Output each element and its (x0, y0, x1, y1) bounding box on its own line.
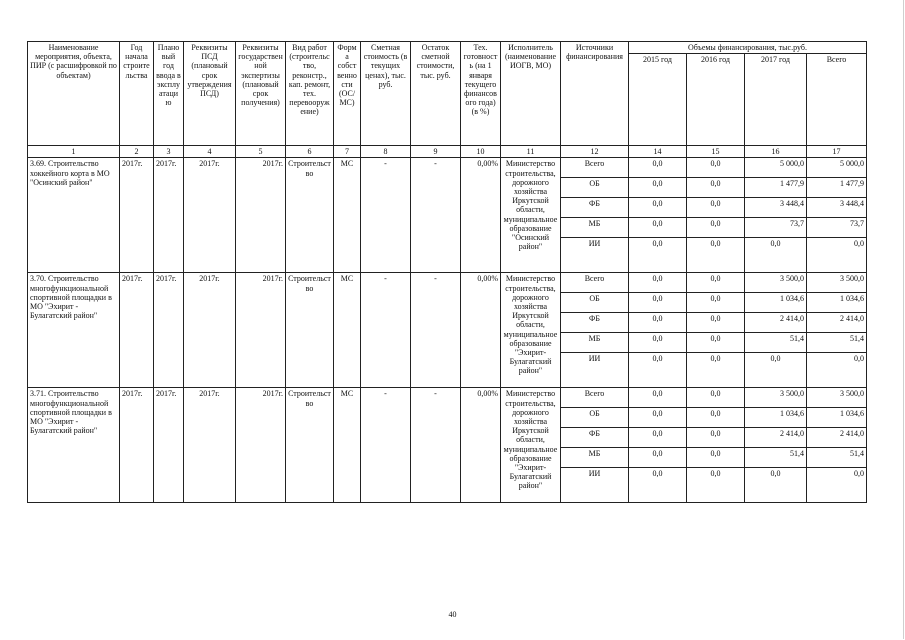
value-2017: 1 477,9 (745, 178, 807, 198)
header-year-2017: 2017 год (745, 54, 807, 146)
finance-source: Всего (561, 158, 629, 178)
finance-source: Всего (561, 273, 629, 293)
estimated-cost: - (361, 388, 411, 503)
executor: Министерство строительства, дорожного хозяйства Иркутской области, муниципальное образование "Эхирит-Булагатский район" (501, 388, 561, 503)
finance-source: ОБ (561, 293, 629, 313)
executor: Министерство строительства, дорожного хозяйства Иркутской области, муниципальное образование "Эхирит-Булагатский район" (501, 273, 561, 388)
table-row (28, 388, 867, 408)
value-total: 1 477,9 (807, 178, 867, 198)
value-total: 51,4 (807, 448, 867, 468)
header-work-type: Вид работ (строительство, реконстр., кап. ремонт, тех. перевооружение) (286, 42, 334, 146)
value-total: 5 000,0 (807, 158, 867, 178)
commission-year: 2017г. (154, 273, 184, 388)
value-2015: 0,0 (629, 353, 687, 388)
finance-source: ФБ (561, 313, 629, 333)
finance-source: ОБ (561, 408, 629, 428)
value-2017: 5 000,0 (745, 158, 807, 178)
page-number: 40 (448, 610, 457, 619)
value-2016: 0,0 (687, 178, 745, 198)
column-number: 4 (184, 146, 236, 158)
value-2016: 0,0 (687, 218, 745, 238)
header-ownership: Форма собственности (ОС/МС) (334, 42, 361, 146)
column-number: 3 (154, 146, 184, 158)
value-2016: 0,0 (687, 158, 745, 178)
executor: Министерство строительства, дорожного хозяйства Иркутской области, муниципальное образование "Осинский район" (501, 158, 561, 273)
finance-source: МБ (561, 333, 629, 353)
financing-table (27, 41, 867, 503)
psd-date: 2017г. (184, 273, 236, 388)
finance-source: ИИ (561, 353, 629, 388)
start-year: 2017г. (120, 273, 154, 388)
value-total: 1 034,6 (807, 408, 867, 428)
finance-source: ОБ (561, 178, 629, 198)
value-2017: 2 414,0 (745, 313, 807, 333)
header-commission-year: Плановый год ввода в эксплуатацию (154, 42, 184, 146)
value-total: 0,0 (807, 238, 867, 273)
value-2015: 0,0 (629, 388, 687, 408)
header-year-2016: 2016 год (687, 54, 745, 146)
value-2016: 0,0 (687, 198, 745, 218)
column-number: 16 (745, 146, 807, 158)
work-type: Строительство (286, 273, 334, 388)
value-2017: 0,0 (745, 353, 807, 388)
value-2015: 0,0 (629, 468, 687, 503)
value-2017: 73,7 (745, 218, 807, 238)
header-year-2015: 2015 год (629, 54, 687, 146)
value-2016: 0,0 (687, 313, 745, 333)
column-number: 10 (461, 146, 501, 158)
finance-source: ФБ (561, 198, 629, 218)
column-number: 8 (361, 146, 411, 158)
finance-source: Всего (561, 388, 629, 408)
column-number: 12 (561, 146, 629, 158)
ownership: МС (334, 388, 361, 503)
ownership: МС (334, 158, 361, 273)
header-readiness: Тех. готовность (на 1 января текущего финансового года) (в %) (461, 42, 501, 146)
value-2016: 0,0 (687, 408, 745, 428)
ownership: МС (334, 273, 361, 388)
value-2015: 0,0 (629, 273, 687, 293)
work-type: Строительство (286, 388, 334, 503)
value-2016: 0,0 (687, 468, 745, 503)
column-number: 1 (28, 146, 120, 158)
header-estimated-cost: Сметная стоимость (в текущих ценах), тыс. руб. (361, 42, 411, 146)
header-volumes: Объемы финансирования, тыс.руб. (629, 42, 867, 54)
expertise-date: 2017г. (236, 273, 286, 388)
value-2015: 0,0 (629, 333, 687, 353)
value-total: 51,4 (807, 333, 867, 353)
value-total: 3 500,0 (807, 273, 867, 293)
value-2017: 3 500,0 (745, 388, 807, 408)
value-total: 0,0 (807, 353, 867, 388)
column-number: 7 (334, 146, 361, 158)
value-2015: 0,0 (629, 218, 687, 238)
value-2017: 3 500,0 (745, 273, 807, 293)
value-2015: 0,0 (629, 313, 687, 333)
value-2015: 0,0 (629, 198, 687, 218)
value-total: 0,0 (807, 468, 867, 503)
value-total: 1 034,6 (807, 293, 867, 313)
commission-year: 2017г. (154, 388, 184, 503)
value-total: 3 448,4 (807, 198, 867, 218)
value-2017: 0,0 (745, 238, 807, 273)
value-total: 2 414,0 (807, 313, 867, 333)
header-row-top (28, 42, 867, 54)
value-2015: 0,0 (629, 428, 687, 448)
column-number: 9 (411, 146, 461, 158)
column-number: 2 (120, 146, 154, 158)
header-total: Всего (807, 54, 867, 146)
value-2016: 0,0 (687, 238, 745, 273)
column-number: 17 (807, 146, 867, 158)
column-number: 15 (687, 146, 745, 158)
finance-source: ФБ (561, 428, 629, 448)
header-executor: Исполнитель (наименование ИОГВ, МО) (501, 42, 561, 146)
column-number: 11 (501, 146, 561, 158)
value-2015: 0,0 (629, 158, 687, 178)
value-2015: 0,0 (629, 293, 687, 313)
value-2017: 51,4 (745, 333, 807, 353)
value-2017: 51,4 (745, 448, 807, 468)
object-name: 3.71. Строительство многофункциональной спортивной площадки в МО "Эхирит - Булагатский район" (28, 388, 120, 503)
remaining-cost: - (411, 388, 461, 503)
value-total: 73,7 (807, 218, 867, 238)
psd-date: 2017г. (184, 158, 236, 273)
value-2017: 2 414,0 (745, 428, 807, 448)
header-psd: Реквизиты ПСД (плановый срок утверждения ПСД) (184, 42, 236, 146)
object-name: 3.69. Строительство хоккейного корта в МО "Осинский район" (28, 158, 120, 273)
commission-year: 2017г. (154, 158, 184, 273)
table-row (28, 273, 867, 293)
header-sources: Источники финансирования (561, 42, 629, 146)
value-2017: 0,0 (745, 468, 807, 503)
header-expertise: Реквизиты государственной экспертизы (плановый срок получения) (236, 42, 286, 146)
header-start-year: Год начала строительства (120, 42, 154, 146)
finance-source: ИИ (561, 468, 629, 503)
psd-date: 2017г. (184, 388, 236, 503)
finance-source: МБ (561, 448, 629, 468)
value-2015: 0,0 (629, 178, 687, 198)
finance-source: ИИ (561, 238, 629, 273)
start-year: 2017г. (120, 388, 154, 503)
value-2015: 0,0 (629, 448, 687, 468)
work-type: Строительство (286, 158, 334, 273)
column-number: 14 (629, 146, 687, 158)
header-name: Наименование мероприятия, объекта, ПИР (с расшифровкой по объектам) (28, 42, 120, 146)
value-2017: 1 034,6 (745, 293, 807, 313)
remaining-cost: - (411, 158, 461, 273)
expertise-date: 2017г. (236, 158, 286, 273)
value-2016: 0,0 (687, 293, 745, 313)
value-2016: 0,0 (687, 333, 745, 353)
readiness: 0,00% (461, 388, 501, 503)
value-total: 3 500,0 (807, 388, 867, 408)
value-2016: 0,0 (687, 388, 745, 408)
value-2016: 0,0 (687, 353, 745, 388)
value-2017: 3 448,4 (745, 198, 807, 218)
readiness: 0,00% (461, 158, 501, 273)
value-2016: 0,0 (687, 428, 745, 448)
value-2015: 0,0 (629, 238, 687, 273)
estimated-cost: - (361, 273, 411, 388)
column-number: 5 (236, 146, 286, 158)
table-row (28, 158, 867, 178)
remaining-cost: - (411, 273, 461, 388)
object-name: 3.70. Строительство многофункциональной спортивной площадки в МО "Эхирит - Булагатский район" (28, 273, 120, 388)
start-year: 2017г. (120, 158, 154, 273)
header-remaining-cost: Остаток сметной стоимости, тыс. руб. (411, 42, 461, 146)
column-number: 6 (286, 146, 334, 158)
value-2016: 0,0 (687, 273, 745, 293)
finance-source: МБ (561, 218, 629, 238)
value-2016: 0,0 (687, 448, 745, 468)
value-2015: 0,0 (629, 408, 687, 428)
value-2017: 1 034,6 (745, 408, 807, 428)
column-number-row (28, 146, 867, 158)
readiness: 0,00% (461, 273, 501, 388)
estimated-cost: - (361, 158, 411, 273)
value-total: 2 414,0 (807, 428, 867, 448)
expertise-date: 2017г. (236, 388, 286, 503)
